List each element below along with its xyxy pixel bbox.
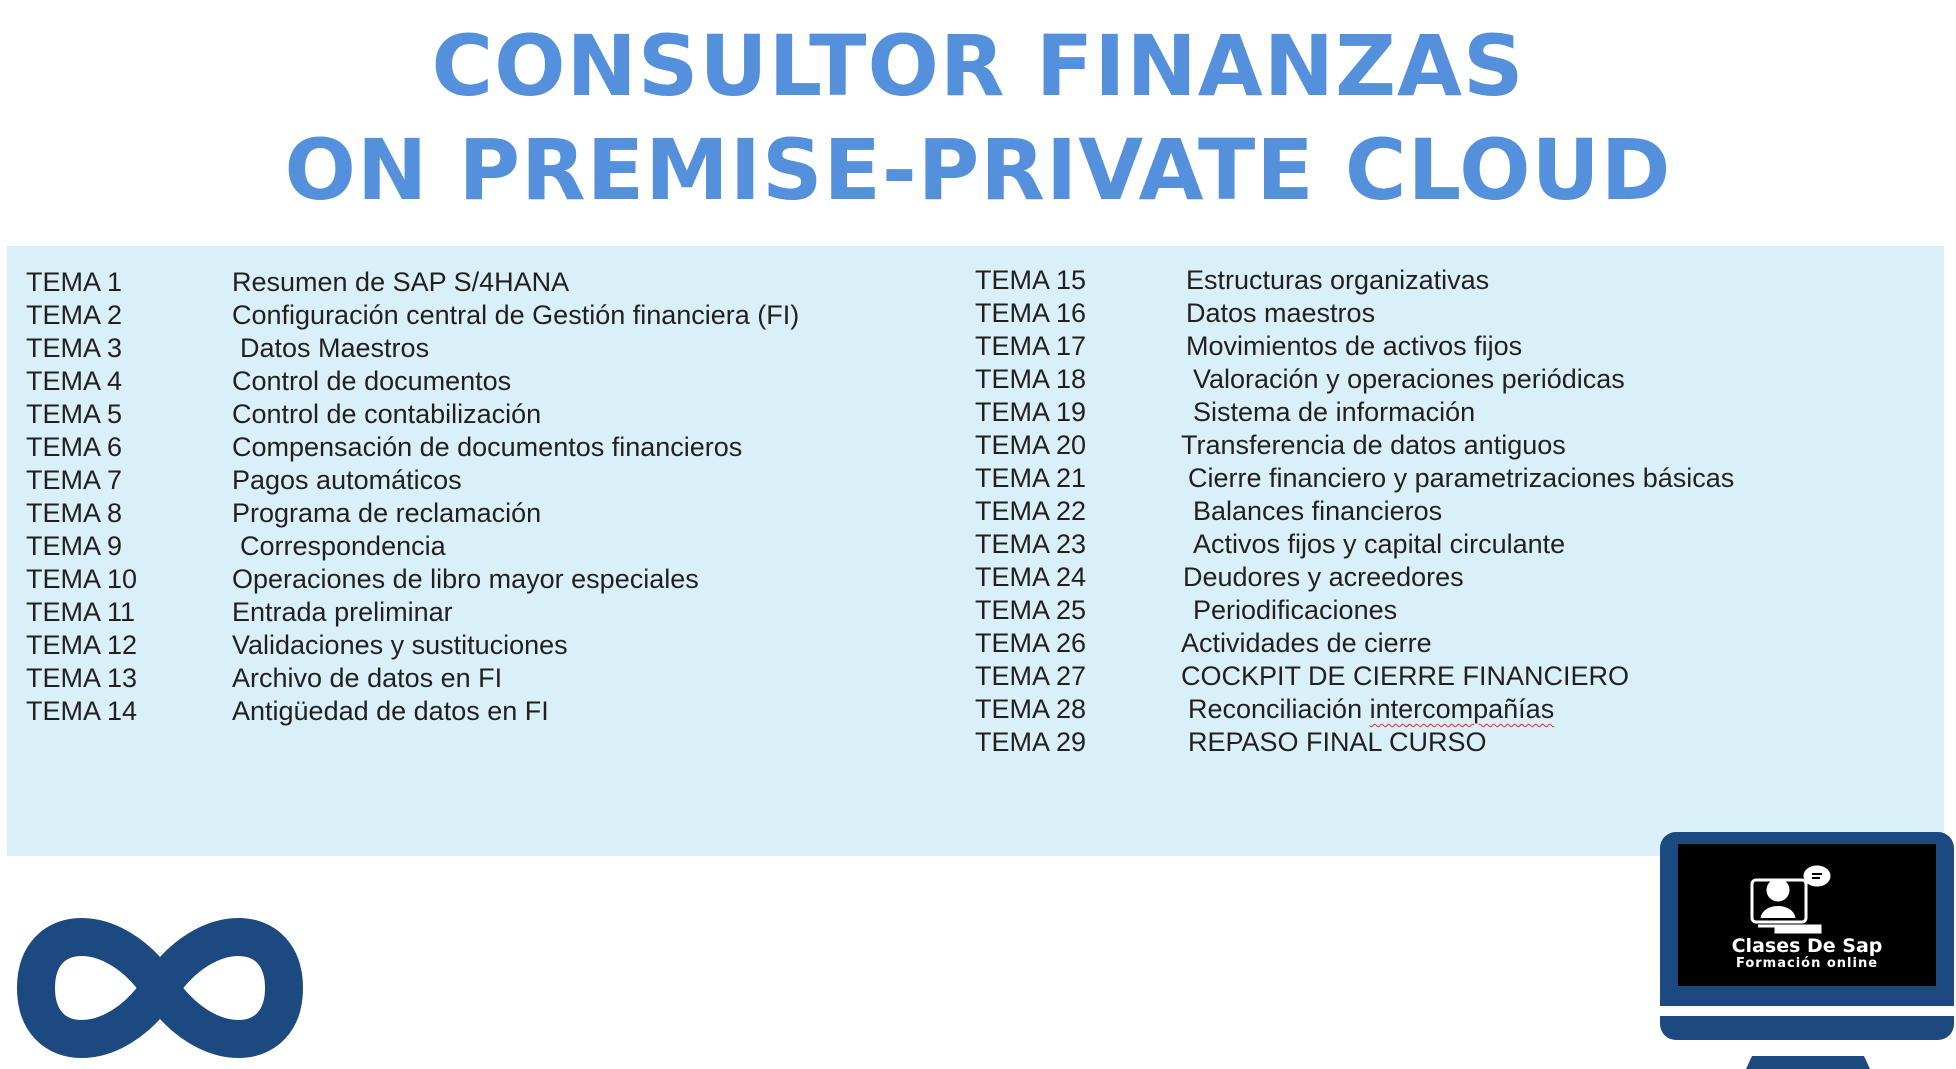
topic-number: TEMA 6 (26, 432, 123, 462)
topic-number: TEMA 17 (975, 331, 1087, 361)
page-title-line-2: ON PREMISE-PRIVATE CLOUD (284, 121, 1672, 219)
topic-title: Entrada preliminar (232, 597, 453, 627)
topic-title: Periodificaciones (1193, 595, 1398, 625)
topic-title: Balances financieros (1193, 496, 1443, 526)
topic-title: Transferencia de datos antiguos (1181, 430, 1566, 460)
topic-number: TEMA 22 (975, 496, 1087, 526)
topic-number: TEMA 13 (26, 663, 138, 693)
topic-title: Validaciones y sustituciones (232, 630, 568, 660)
topic-title: Activos fijos y capital circulante (1193, 529, 1566, 559)
topic-title: Pagos automáticos (232, 465, 462, 495)
topic-title: Operaciones de libro mayor especiales (232, 564, 699, 594)
topic-number: TEMA 27 (975, 661, 1087, 691)
topic-number: TEMA 4 (26, 366, 123, 396)
topic-title: Datos maestros (1186, 298, 1376, 328)
brand-name: Clases De Sap (1731, 935, 1883, 957)
topic-number: TEMA 14 (26, 696, 138, 726)
topic-title: Correspondencia (240, 531, 446, 561)
topic-title: Sistema de información (1193, 397, 1476, 427)
topic-number: TEMA 12 (26, 630, 138, 660)
topic-number: TEMA 23 (975, 529, 1087, 559)
topic-title: Archivo de datos en FI (232, 663, 503, 693)
topic-title: Deudores y acreedores (1183, 562, 1464, 592)
topic-number: TEMA 16 (975, 298, 1087, 328)
topic-title: Control de contabilización (232, 399, 542, 429)
topic-number: TEMA 3 (26, 333, 123, 363)
topic-title: Control de documentos (232, 366, 512, 396)
topic-number: TEMA 5 (26, 399, 123, 429)
topic-number: TEMA 28 (975, 694, 1087, 724)
topic-title: Movimientos de activos fijos (1186, 331, 1523, 361)
topic-number: TEMA 10 (26, 564, 138, 594)
topic-title: Estructuras organizativas (1186, 265, 1490, 295)
brand-tagline: Formación online (1735, 956, 1879, 971)
topic-number: TEMA 19 (975, 397, 1087, 427)
topic-number: TEMA 11 (26, 597, 136, 627)
topic-number: TEMA 29 (975, 727, 1087, 757)
topics-panel (7, 246, 1944, 856)
topic-number: TEMA 15 (975, 265, 1087, 295)
topic-number: TEMA 25 (975, 595, 1087, 625)
topic-number: TEMA 21 (975, 463, 1087, 493)
topic-title: Valoración y operaciones periódicas (1193, 364, 1625, 394)
topic-number: TEMA 24 (975, 562, 1087, 592)
topic-title: Programa de reclamación (232, 498, 542, 528)
topic-number: TEMA 20 (975, 430, 1087, 460)
topic-title: REPASO FINAL CURSO (1188, 727, 1487, 757)
topic-number: TEMA 26 (975, 628, 1087, 658)
topic-number: TEMA 2 (26, 300, 123, 330)
spellcheck-underline: intercompañías (1369, 694, 1555, 724)
topic-title: COCKPIT DE CIERRE FINANCIERO (1181, 661, 1630, 691)
topic-number: TEMA 8 (26, 498, 123, 528)
topic-title: Resumen de SAP S/4HANA (232, 267, 570, 297)
topic-number: TEMA 7 (26, 465, 123, 495)
topic-number: TEMA 9 (26, 531, 123, 561)
topic-title: Reconciliación intercompañías (1188, 694, 1555, 724)
topic-title: Datos Maestros (240, 333, 430, 363)
infinity-logo-icon (16, 912, 304, 1064)
topic-title: Antigüedad de datos en FI (232, 696, 549, 726)
topic-number: TEMA 18 (975, 364, 1087, 394)
topic-title: Cierre financiero y parametrizaciones básicas (1188, 463, 1735, 493)
topic-number: TEMA 1 (26, 267, 123, 297)
topic-title: Configuración central de Gestión financiera (FI) (232, 300, 800, 330)
topic-title: Compensación de documentos financieros (232, 432, 743, 462)
topic-title: Actividades de cierre (1181, 628, 1432, 658)
page-title-line-1: CONSULTOR FINANZAS (431, 17, 1525, 115)
